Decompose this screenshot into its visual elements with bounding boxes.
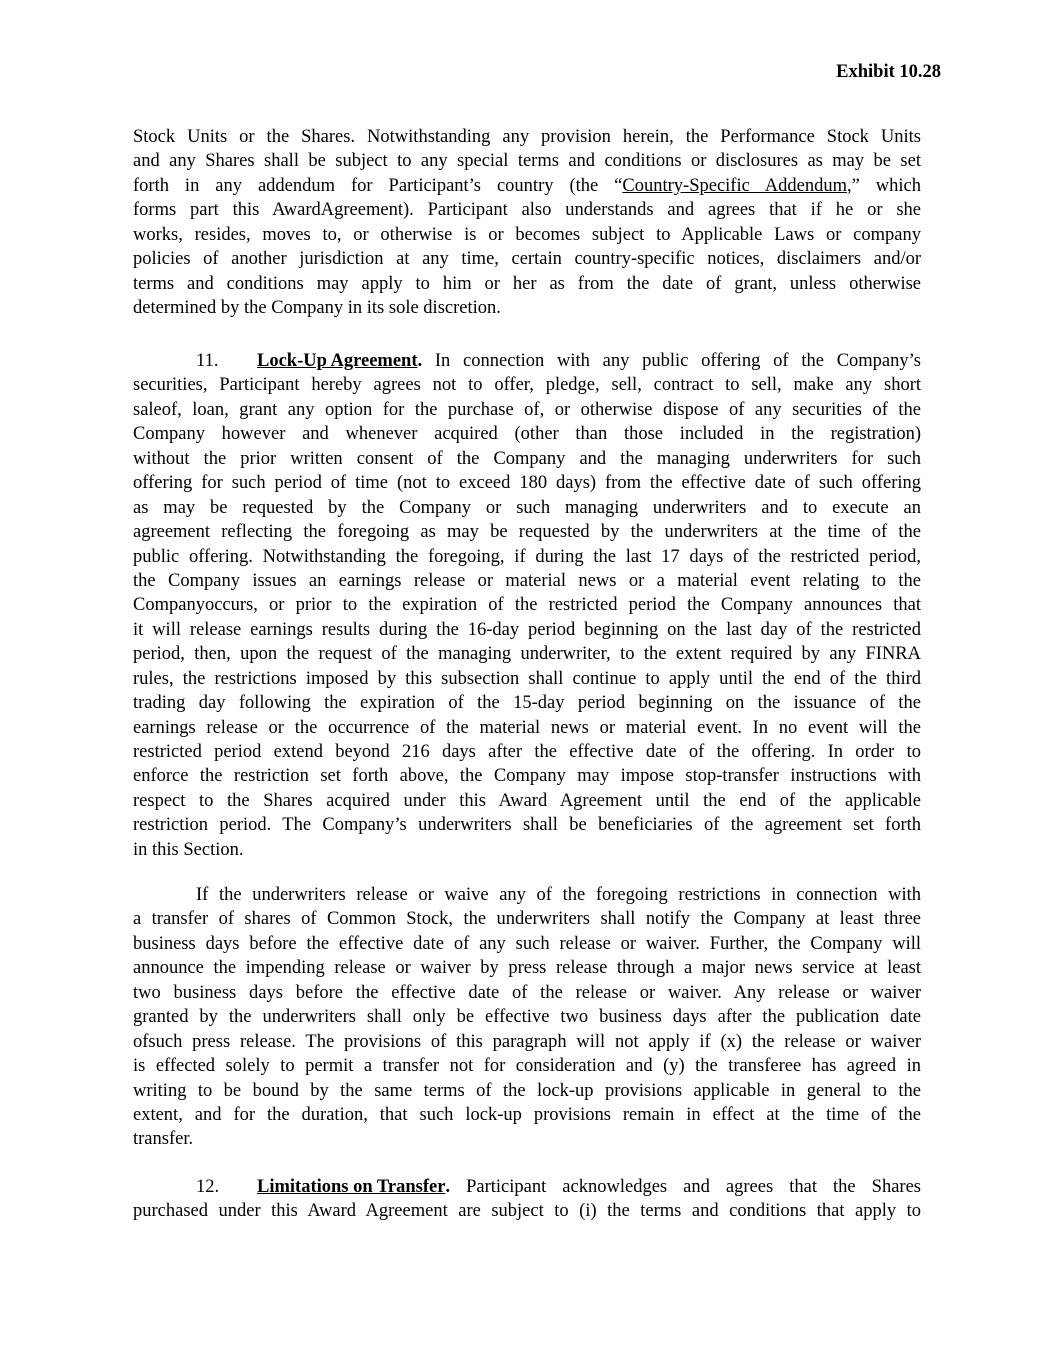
text-line: ofsuch press release. The provisions of this paragraph will not apply if (x) the release or waiver [133, 1031, 921, 1052]
text-line: without the prior written consent of the Company and the managing underwriters for such [133, 448, 921, 469]
text-line: as may be requested by the Company or such managing underwriters and to execute an [133, 497, 921, 518]
section-11-lock-up [133, 349, 921, 862]
text-line: enforce the restriction set forth above, the Company may impose stop-transfer instructions with [133, 766, 921, 787]
text-line: offering for such period of time (not to exceed 180 days) from the effective date of such offering [133, 473, 921, 494]
text-line: works, resides, moves to, or otherwise is or becomes subject to Applicable Laws or company [133, 224, 921, 245]
text-line: in this Section. [133, 839, 244, 860]
text-segment: Participant acknowledges and agrees that the Shares [450, 1177, 921, 1197]
section-heading-line [133, 1175, 921, 1199]
text-line: Stock Units or the Shares. Notwithstanding any provision herein, the Performance Stock Units [133, 127, 921, 147]
text-line: a transfer of shares of Common Stock, the underwriters shall notify the Company at least three [133, 909, 921, 930]
text-segment: ,” which [846, 175, 921, 196]
text-line: policies of another jurisdiction at any time, certain country-specific notices, disclaimers and/or [133, 249, 921, 270]
text-line: period, then, upon the request of the managing underwriter, to the extent required by any FINRA [133, 644, 921, 665]
text-line: two business days before the effective date of the release or waiver. Any release or waiver [133, 982, 921, 1003]
text-line: trading day following the expiration of the 15-day period beginning on the issuance of the [133, 693, 921, 714]
section-heading-line [133, 349, 921, 373]
text-line: is effected solely to permit a transfer not for consideration and (y) the transferee has agreed in [133, 1056, 921, 1077]
text-line: transfer. [133, 1129, 194, 1150]
text-line: restriction period. The Company’s underwriters shall be beneficiaries of the agreement set forth [133, 815, 921, 836]
text-line: writing to be bound by the same terms of the lock-up provisions applicable in general to the [133, 1080, 921, 1101]
heading-punct: . [445, 1177, 451, 1197]
paragraph-underwriter-release [133, 883, 921, 1152]
section-heading: Lock-Up Agreement [257, 351, 418, 371]
section-12-transfer-limits [133, 1175, 921, 1224]
text-line: If the underwriters release or waive any of the foregoing restrictions in connection with [196, 885, 921, 905]
text-line: purchased under this Award Agreement are subject to (i) the terms and conditions that apply to [133, 1201, 921, 1222]
text-line: respect to the Shares acquired under this Award Agreement until the end of the applicable [133, 790, 921, 811]
text-line: and any Shares shall be subject to any special terms and conditions or disclosures as may be set [133, 151, 921, 172]
text-line: rules, the restrictions imposed by this subsection shall continue to apply until the end of the third [133, 668, 921, 689]
section-number: 11. [196, 351, 219, 371]
text-line: earnings release or the occurrence of the material news or material event. In no event will the [133, 717, 921, 738]
text-line: agreement reflecting the foregoing as may be requested by the underwriters at the time of the [133, 522, 921, 543]
text-line: extent, and for the duration, that such lock-up provisions remain in effect at the time of the [133, 1104, 921, 1125]
paragraph-country-addendum [133, 125, 921, 321]
exhibit-label: Exhibit 10.28 [836, 62, 941, 82]
text-line: securities, Participant hereby agrees not to offer, pledge, sell, contract to sell, make any short [133, 375, 921, 396]
text-segment: forth in any addendum for Participant’s country (the “ [133, 175, 623, 196]
text-line: Company however and whenever acquired (other than those included in the registration) [133, 424, 921, 445]
section-number: 12. [196, 1177, 220, 1197]
text-line: granted by the underwriters shall only be effective two business days after the publication date [133, 1007, 921, 1028]
text-line: announce the impending release or waiver by press release through a major news service at least [133, 958, 921, 979]
text-line: business days before the effective date of any such release or waiver. Further, the Company will [133, 933, 921, 954]
defined-term: Country-Specific Addendum [622, 175, 847, 196]
text-line: forms part this AwardAgreement). Participant also understands and agrees that if he or she [133, 200, 921, 221]
text-line: terms and conditions may apply to him or her as from the date of grant, unless otherwise [133, 273, 921, 294]
text-line: determined by the Company in its sole discretion. [133, 298, 501, 319]
text-line: public offering. Notwithstanding the foregoing, if during the last 17 days of the restricted period, [133, 546, 921, 567]
text-line: the Company issues an earnings release or material news or a material event relating to the [133, 570, 921, 591]
section-heading: Limitations on Transfer [257, 1177, 446, 1197]
text-line: restricted period extend beyond 216 days after the effective date of the offering. In order to [133, 742, 921, 762]
text-line: saleof, loan, grant any option for the purchase of, or otherwise dispose of any securities of the [133, 399, 921, 420]
heading-punct: . [417, 351, 423, 371]
text-line: it will release earnings results during the 16-day period beginning on the last day of the restricted [133, 619, 921, 640]
text-line [133, 174, 921, 198]
text-line: Companyoccurs, or prior to the expiration of the restricted period the Company announces that [133, 595, 921, 616]
text-segment: In connection with any public offering of the Company’s [422, 351, 921, 371]
